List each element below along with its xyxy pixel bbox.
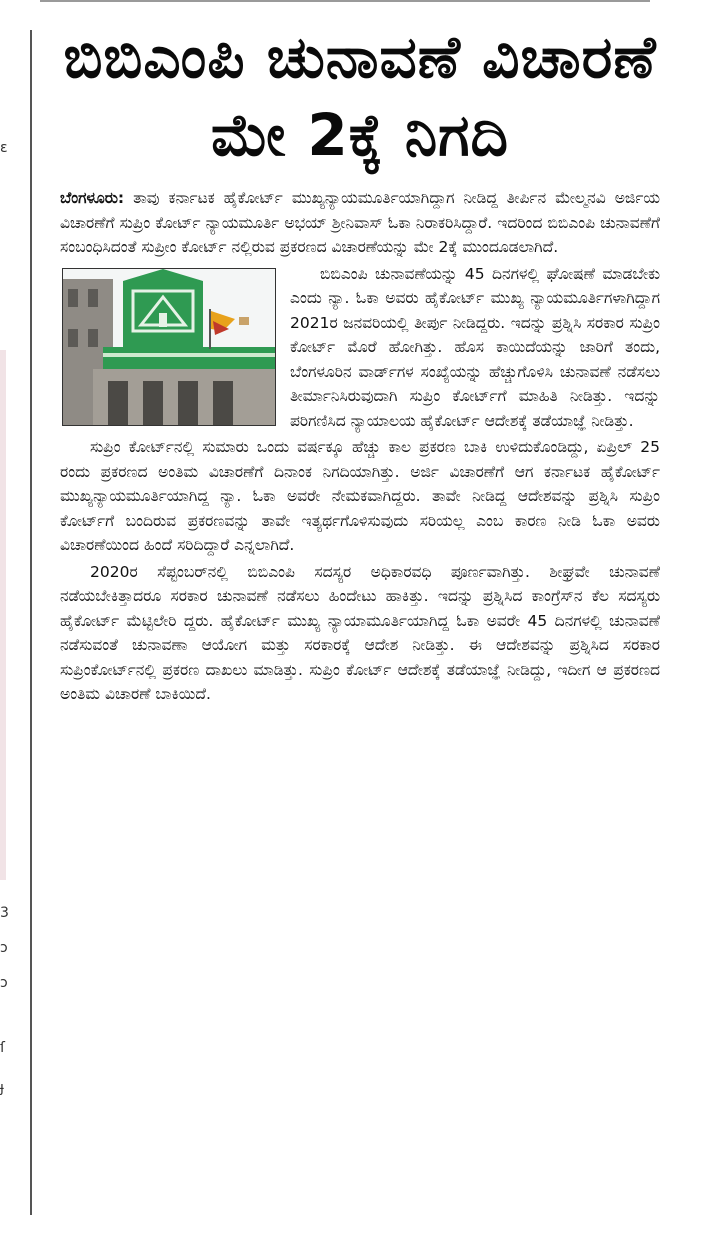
margin-mark: ſ	[0, 1040, 5, 1056]
margin-mark: ɔ	[0, 940, 8, 956]
paragraph-4: 2020ರ ಸೆಪ್ಟಂಬರ್‌ನಲ್ಲಿ ಬಿಬಿಎಂಪಿ ಸದಸ್ಯರ ಅಧಿಕಾರವಧಿ ಪೂರ್ಣವಾಗಿತ್ತು. ಶೀಘ್ರವೇ ಚುನಾವಣೆ ನಡೆಯಬೇಕಿತ್ತಾದರೂ ಸರಕಾರ ಚುನಾವಣೆ ನಡೆಸಲು ಹಿಂದೇಟು ಹಾಕಿತ್ತು. ಇದನ್ನು ಪ್ರಶ್ನಿಸಿದ ಕಾಂಗ್ರೆಸ್‌ನ ಕೆಲ ಸದಸ್ಯರು ಹೈಕೋರ್ಟ್ ಮೆಟ್ಟಿಲೇರಿ ದ್ದರು. ಹೈಕೋರ್ಟ್ ಮುಖ್ಯ ನ್ಯಾಯಾಮೂರ್ತಿಯಾಗಿದ್ದ ಓಕಾ ಅವರೇ 45 ದಿನಗಳಲ್ಲಿ ಚುನಾವಣೆ ನಡೆಸುವಂತೆ ಚುನಾವಣಾ ಆಯೋಗ ಮತ್ತು ಸರಕಾರಕ್ಕೆ ಆದೇಶ ನೀಡಿತ್ತು. ಈ ಆದೇಶವನ್ನು ಪ್ರಶ್ನಿಸಿದ ಸರಕಾರ ಸುಪ್ರಿಂಕೋರ್ಟ್‌ನಲ್ಲಿ ಪ್ರಕರಣ ದಾಖಲು ಮಾಡಿತ್ತು. ಸುಪ್ರಿಂ ಕೋರ್ಟ್ ಆದೇಶಕ್ಕೆ ತಡೆಯಾಜ್ಞೆ ನೀಡಿದ್ದು, ಇದೀಗ ಆ ಪ್ರಕರಣದ ಅಂತಿಮ ವಿಚಾರಣೆ ಬಾಕಿಯಿದೆ.	[60, 562, 660, 703]
margin-mark: ɔ	[0, 975, 8, 991]
paragraph-3: ಸುಪ್ರಿಂ ಕೋರ್ಟ್‌ನಲ್ಲಿ ಸುಮಾರು ಒಂದು ವರ್ಷಕ್ಕೂ ಹೆಚ್ಚು ಕಾಲ ಪ್ರಕರಣ ಬಾಕಿ ಉಳಿದುಕೊಂಡಿದ್ದು, ಏಪ್ರಿಲ್ 25 ರಂದು ಪ್ರಕರಣದ ಅಂತಿಮ ವಿಚಾರಣೆಗೆ ದಿನಾಂಕ ನಿಗದಿಯಾಗಿತ್ತು. ಅರ್ಜಿ ವಿಚಾರಣೆಗೆ ಆಗ ಕರ್ನಾಟಕ ಹೈಕೋರ್ಟ್ ಮುಖ್ಯನ್ಯಾಯಮೂರ್ತಿಯಾಗಿದ್ದ ನ್ಯಾ. ಓಕಾ ಅವರೇ ನೇಮಕವಾಗಿದ್ದರು. ತಾವೇ ನೀಡಿದ್ದ ಆದೇಶವನ್ನು ಪ್ರಶ್ನಿಸಿ ಸುಪ್ರಿಂ ಕೋರ್ಟ್‌ಗೆ ಬಂದಿರುವ ಪ್ರಕರಣವನ್ನು ತಾವೇ ಇತ್ಯರ್ಥಗೊಳಿಸುವುದು ಸರಿಯಲ್ಲ ಎಂಬ ಕಾರಣ ನೀಡಿ ಓಕಾ ಅವರು ವಿಚಾರಣೆಯಿಂದ ಹಿಂದೆ ಸರಿದಿದ್ದಾರೆ ಎನ್ನಲಾಗಿದೆ.	[60, 438, 660, 554]
paragraph-1	[60, 186, 660, 260]
paragraph-1-text: ತಾವು ಕರ್ನಾಟಕ ಹೈಕೋರ್ಟ್ ಮುಖ್ಯನ್ಯಾಯಮೂರ್ತಿಯಾಗಿದ್ದಾಗ ನೀಡಿದ್ದ ತೀರ್ಪಿನ ಮೇಲ್ಮನವಿ ಅರ್ಜಿಯ ವಿಚಾರಣೆಗೆ ಸುಪ್ರಿಂ ಕೋರ್ಟ್ ನ್ಯಾಯಮೂರ್ತಿ ಅಭಯ್ ಶ್ರೀನಿವಾಸ್ ಓಕಾ ನಿರಾಕರಿಸಿದ್ದಾರೆ. ಇದರಿಂದ ಬಿಬಿಎಂಪಿ ಚುನಾವಣೆಗೆ ಸಂಬಂಧಿಸಿದಂತೆ ಸುಪ್ರೀಂ ಕೋರ್ಟ್ ನಲ್ಲಿರುವ ಪ್ರಕರಣದ ವಿಚಾರಣೆಯನ್ನು ಮೇ 2ಕ್ಕೆ ಮುಂದೂಡಲಾಗಿದೆ.	[60, 189, 660, 256]
adjacent-column-edge	[0, 350, 6, 880]
article-body	[60, 186, 660, 707]
news-article	[60, 18, 660, 709]
headline: ಬಿಬಿಎಂಪಿ ಚುನಾವಣೆ ವಿಚಾರಣೆ ಮೇ 2ಕ್ಕೆ ನಿಗದಿ	[63, 23, 657, 169]
paragraph-2-text: ಬಿಬಿಎಂಪಿ ಚುನಾವಣೆಯನ್ನು 45 ದಿನಗಳಲ್ಲಿ ಘೋಷಣೆ ಮಾಡಬೇಕು ಎಂದು ನ್ಯಾ. ಓಕಾ ಅವರು ಹೈಕೋರ್ಟ್ ಮುಖ್ಯ ನ್ಯಾಯಮೂರ್ತಿಗಳಾಗಿದ್ದಾಗ 2021ರ ಜನವರಿಯಲ್ಲಿ ತೀರ್ಪು ನೀಡಿದ್ದರು. ಇದನ್ನು ಪ್ರಶ್ನಿಸಿ ಸರಕಾರ ಸುಪ್ರಿಂ ಕೋರ್ಟ್ ಮೊರೆ ಹೋಗಿತ್ತು. ಹೊಸ ಕಾಯಿದೆಯನ್ನು ಜಾರಿಗೆ ತಂದು, ಬೆಂಗಳೂರಿನ ವಾರ್ಡ್‌ಗಳ ಸಂಖ್ಯೆಯನ್ನು ಹೆಚ್ಚುಗೊಳಿಸಿ ಚುನಾವಣೆ ನಡೆಸಲು ತೀರ್ಮಾನಿಸಿರುವುದಾಗಿ ಸುಪ್ರಿಂ ಕೋರ್ಟ್‌ಗೆ ಮಾಹಿತಿ ನೀಡಿತ್ತು. ಇದನ್ನು ಪರಿಗಣಿಸಿದ ನ್ಯಾಯಾಲಯ ಹೈಕೋರ್ಟ್ ಆದೇಶಕ್ಕೆ ತಡೆಯಾಜ್ಞೆ ನೀಡಿತ್ತು.	[290, 264, 660, 430]
bbmp-building-photo	[62, 268, 276, 426]
top-rule	[40, 0, 650, 2]
dateline: ಬೆಂಗಳೂರು:	[60, 189, 125, 207]
building-photo-icon	[63, 269, 275, 425]
margin-mark: ε	[0, 140, 8, 156]
column-rule	[30, 30, 32, 1215]
margin-mark: ɟ	[0, 1080, 4, 1096]
margin-mark: 3	[0, 905, 9, 921]
paragraph-2	[60, 262, 660, 434]
